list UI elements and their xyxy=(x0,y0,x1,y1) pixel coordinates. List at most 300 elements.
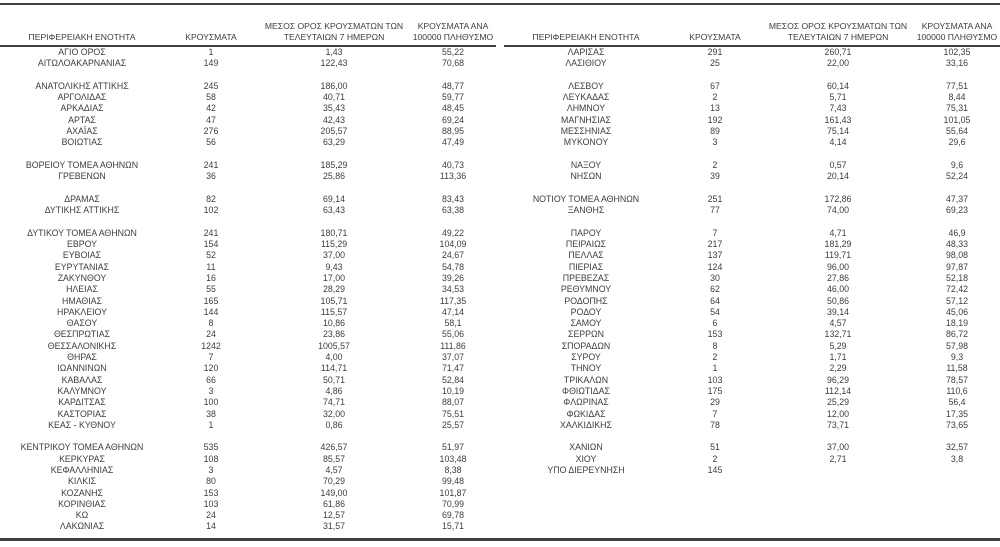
cases-cell: 1 xyxy=(712,363,718,374)
cases-cell: 192 xyxy=(707,114,723,125)
region-name-cell: ΖΑΚΥΝΘΟΥ xyxy=(57,272,107,283)
per100k-cell: 110,6 xyxy=(946,385,968,396)
per100k-cell: 37,07 xyxy=(441,352,464,363)
cases-cell: 25 xyxy=(710,58,720,69)
per100k-cell: 117,35 xyxy=(439,295,467,306)
table-row xyxy=(504,137,1000,148)
per100k-cell: 72,42 xyxy=(945,284,968,295)
table-row xyxy=(504,239,1000,250)
region-name-cell: ΕΒΡΟΥ xyxy=(66,239,98,250)
region-name-cell: ΑΓΙΟ ΟΡΟΣ xyxy=(58,47,106,57)
cases-cell: 100 xyxy=(203,397,219,408)
cases-cell: 67 xyxy=(710,80,720,91)
per100k-cell: 88,95 xyxy=(441,126,464,137)
per100k-cell: 29,6 xyxy=(948,137,966,148)
avg7-cell: 50,71 xyxy=(322,374,345,385)
region-name-cell: ΚΟΖΑΝΗΣ xyxy=(61,487,103,498)
table-row xyxy=(0,499,496,510)
region-name-cell: ΡΟΔΟΥ xyxy=(570,306,602,317)
cases-cell: 8 xyxy=(208,318,214,329)
cases-cell: 52 xyxy=(206,250,216,261)
right-table-panel xyxy=(504,5,1000,533)
per100k-cell: 98,08 xyxy=(945,250,968,261)
table-row xyxy=(0,160,496,171)
table-row xyxy=(0,126,496,137)
avg7-cell: 1,43 xyxy=(325,47,343,57)
table-row xyxy=(0,318,496,329)
spacer-row xyxy=(0,216,496,227)
per100k-cell: 48,33 xyxy=(945,239,968,250)
table-row xyxy=(504,171,1000,182)
avg7-cell: 39,14 xyxy=(826,306,849,317)
table-row xyxy=(504,296,1000,307)
avg7-cell: 28,29 xyxy=(322,284,345,295)
header-row xyxy=(0,5,496,46)
table-row xyxy=(0,250,496,261)
avg7-cell: 4,71 xyxy=(829,227,847,238)
per100k-cell: 55,64 xyxy=(945,126,968,137)
table-row xyxy=(504,442,1000,453)
region-name-cell: ΜΕΣΣΗΝΙΑΣ xyxy=(560,126,612,137)
table-row xyxy=(504,103,1000,114)
table-row xyxy=(504,363,1000,374)
cases-cell: 2 xyxy=(712,453,718,464)
cases-cell: 108 xyxy=(203,453,219,464)
region-name-cell: ΚΑΡΔΙΤΣΑΣ xyxy=(58,397,106,408)
table-row xyxy=(504,92,1000,103)
per100k-cell: 70,99 xyxy=(441,498,464,509)
region-name-cell: ΗΛΕΙΑΣ xyxy=(66,284,98,295)
cases-cell: 217 xyxy=(707,239,723,250)
per100k-cell: 3,8 xyxy=(950,453,964,464)
cases-cell: 7 xyxy=(208,352,214,363)
region-name-cell: ΦΛΩΡΙΝΑΣ xyxy=(563,397,609,408)
region-name-cell: ΚΑΣΤΟΡΙΑΣ xyxy=(57,408,107,419)
avg7-cell: 205,57 xyxy=(320,126,348,137)
cases-cell: 144 xyxy=(203,306,219,317)
bottom-rule xyxy=(0,538,1000,541)
cases-cell: 3 xyxy=(208,385,214,396)
table-row xyxy=(504,284,1000,295)
regions-table-left xyxy=(0,5,496,533)
per100k-cell: 47,14 xyxy=(441,306,464,317)
avg7-cell xyxy=(762,465,914,476)
cases-cell: 3 xyxy=(208,464,214,475)
cases-cell: 51 xyxy=(710,442,720,453)
avg7-cell: 63,43 xyxy=(322,205,345,216)
cases-cell: 120 xyxy=(203,363,219,374)
per100k-cell: 46,9 xyxy=(948,227,966,238)
table-row xyxy=(0,58,496,69)
cases-cell: 77 xyxy=(710,205,720,216)
region-name-cell: ΜΥΚΟΝΟΥ xyxy=(563,137,609,148)
table-row xyxy=(0,262,496,273)
table-row xyxy=(504,126,1000,137)
per100k-cell: 59,77 xyxy=(441,92,464,103)
avg7-cell: 61,86 xyxy=(322,498,345,509)
per100k-cell: 51,97 xyxy=(441,442,464,453)
cases-cell: 7 xyxy=(712,227,718,238)
per100k-cell: 101,87 xyxy=(439,487,467,498)
spacer-cell xyxy=(504,476,1000,487)
table-row xyxy=(504,454,1000,465)
per100k-cell: 77,51 xyxy=(945,80,968,91)
per100k-cell: 102,35 xyxy=(943,47,971,57)
region-name-cell: ΔΥΤΙΚΟΥ ΤΟΜΕΑ ΑΘΗΝΩΝ xyxy=(27,227,137,238)
avg7-cell: 4,86 xyxy=(325,385,343,396)
cases-cell: 66 xyxy=(206,374,216,385)
avg7-cell: 0,57 xyxy=(829,159,847,170)
table-row xyxy=(0,465,496,476)
table-row xyxy=(0,103,496,114)
per100k-cell: 8,38 xyxy=(444,464,462,475)
table-row xyxy=(504,318,1000,329)
col-header-per100k: ΚΡΟΥΣΜΑΤΑ ΑΝΑ 100000 ΠΛΗΘΥΣΜΟ xyxy=(410,5,496,46)
spacer-cell xyxy=(0,149,496,160)
per100k-cell: 52,84 xyxy=(441,374,464,385)
table-row xyxy=(504,273,1000,284)
region-name-cell: ΛΗΜΝΟΥ xyxy=(566,103,606,114)
right-table-header xyxy=(504,5,1000,46)
region-name-cell: ΦΩΚΙΔΑΣ xyxy=(566,408,606,419)
per100k-cell: 48,45 xyxy=(441,103,464,114)
avg7-cell: 5,71 xyxy=(829,92,847,103)
region-name-cell: ΦΘΙΩΤΙΔΑΣ xyxy=(562,385,610,396)
avg7-cell: 1005,57 xyxy=(318,340,350,351)
region-name-cell: ΘΑΣΟΥ xyxy=(66,318,98,329)
cases-cell: 124 xyxy=(707,261,723,272)
table-row xyxy=(0,329,496,340)
table-row xyxy=(0,92,496,103)
spacer-cell xyxy=(504,521,1000,532)
table-row xyxy=(504,307,1000,318)
table-row xyxy=(504,409,1000,420)
cases-cell: 1 xyxy=(208,419,214,430)
spacer-row xyxy=(504,183,1000,194)
spacer-cell xyxy=(504,499,1000,510)
spacer-cell xyxy=(504,70,1000,81)
region-name-cell: ΠΙΕΡΙΑΣ xyxy=(568,261,604,272)
avg7-cell: 63,29 xyxy=(322,137,345,148)
spacer-row xyxy=(504,521,1000,532)
region-name-cell: ΛΑΡΙΣΑΣ xyxy=(567,47,605,57)
avg7-cell: 69,14 xyxy=(322,193,345,204)
region-name-cell: ΑΙΤΩΛΟΑΚΑΡΝΑΝΙΑΣ xyxy=(37,58,127,69)
per100k-cell: 33,16 xyxy=(945,58,968,69)
per100k-cell: 49,22 xyxy=(441,227,464,238)
region-name-cell: ΚΕΦΑΛΛΗΝΙΑΣ xyxy=(50,464,114,475)
region-name-cell: ΝΗΣΩΝ xyxy=(570,171,602,182)
per100k-cell: 69,23 xyxy=(945,205,968,216)
cases-cell: 16 xyxy=(206,272,216,283)
region-name-cell: ΚΟΡΙΝΘΙΑΣ xyxy=(58,498,106,509)
spacer-cell xyxy=(0,183,496,194)
spacer-cell xyxy=(504,510,1000,521)
avg7-cell: 85,57 xyxy=(322,453,345,464)
spacer-row xyxy=(504,149,1000,160)
per100k-cell: 78,57 xyxy=(945,374,968,385)
region-name-cell: ΑΝΑΤΟΛΙΚΗΣ ΑΤΤΙΚΗΣ xyxy=(35,80,129,91)
col-header-per100k: ΚΡΟΥΣΜΑΤΑ ΑΝΑ 100000 ΠΛΗΘΥΣΜΟ xyxy=(914,5,1000,46)
table-row xyxy=(504,386,1000,397)
header-row xyxy=(504,5,1000,46)
region-name-cell: ΚΙΛΚΙΣ xyxy=(68,476,96,487)
avg7-cell: 70,29 xyxy=(322,476,345,487)
cases-cell: 103 xyxy=(707,374,723,385)
spacer-row xyxy=(0,431,496,442)
cases-cell: 82 xyxy=(206,193,216,204)
region-name-cell: ΤΗΝΟΥ xyxy=(570,363,602,374)
table-row xyxy=(504,420,1000,431)
table-row xyxy=(0,194,496,205)
per100k-cell: 113,36 xyxy=(439,171,467,182)
region-name-cell: ΓΡΕΒΕΝΩΝ xyxy=(58,171,106,182)
cases-cell: 1 xyxy=(208,47,214,57)
spacer-row xyxy=(0,183,496,194)
per100k-cell: 69,78 xyxy=(441,510,464,521)
table-row xyxy=(0,115,496,126)
table-row xyxy=(504,250,1000,261)
table-row xyxy=(504,228,1000,239)
cases-cell: 64 xyxy=(710,295,720,306)
region-name-cell: ΞΑΝΘΗΣ xyxy=(567,205,605,216)
region-name-cell: ΜΑΓΝΗΣΙΑΣ xyxy=(561,114,611,125)
region-name-cell: ΧΑΝΙΩΝ xyxy=(569,442,603,453)
cases-cell: 62 xyxy=(710,284,720,295)
cases-cell: 7 xyxy=(712,408,718,419)
table-row xyxy=(504,397,1000,408)
cases-cell: 241 xyxy=(203,159,219,170)
cases-cell: 251 xyxy=(707,193,723,204)
table-row xyxy=(0,171,496,182)
avg7-cell: 31,57 xyxy=(322,521,345,532)
region-name-cell: ΘΗΡΑΣ xyxy=(67,352,97,363)
table-row xyxy=(0,284,496,295)
per100k-cell: 47,49 xyxy=(441,137,464,148)
table-row xyxy=(504,115,1000,126)
avg7-cell: 186,00 xyxy=(320,80,348,91)
region-name-cell: ΛΕΥΚΑΔΑΣ xyxy=(562,92,610,103)
avg7-cell: 42,43 xyxy=(322,114,345,125)
per100k-cell: 52,18 xyxy=(945,272,968,283)
per100k-cell: 40,73 xyxy=(441,159,464,170)
avg7-cell: 60,14 xyxy=(826,80,849,91)
table-row xyxy=(504,58,1000,69)
region-name-cell: ΧΙΟΥ xyxy=(575,453,597,464)
table-row xyxy=(0,442,496,453)
avg7-cell: 105,71 xyxy=(320,295,348,306)
avg7-cell: 40,71 xyxy=(322,92,345,103)
per100k-cell: 75,51 xyxy=(441,408,464,419)
table-row xyxy=(504,262,1000,273)
avg7-cell: 4,00 xyxy=(325,352,343,363)
region-name-cell: ΙΩΑΝΝΙΝΩΝ xyxy=(57,363,107,374)
cases-cell: 103 xyxy=(203,498,219,509)
per100k-cell: 75,31 xyxy=(945,103,968,114)
spacer-row xyxy=(504,499,1000,510)
avg7-cell: 2,29 xyxy=(829,363,847,374)
avg7-cell: 10,86 xyxy=(322,318,345,329)
table-row xyxy=(0,239,496,250)
region-name-cell: ΚΕΝΤΡΙΚΟΥ ΤΟΜΕΑ ΑΘΗΝΩΝ xyxy=(20,442,144,453)
avg7-cell: 9,43 xyxy=(325,261,343,272)
table-row xyxy=(0,205,496,216)
table-row xyxy=(0,81,496,92)
cases-cell: 175 xyxy=(707,385,723,396)
cases-cell: 535 xyxy=(203,442,219,453)
cases-cell: 13 xyxy=(710,103,720,114)
cases-cell: 89 xyxy=(710,126,720,137)
cases-cell: 47 xyxy=(206,114,216,125)
table-row xyxy=(0,521,496,532)
table-row xyxy=(0,420,496,431)
cases-cell: 24 xyxy=(206,510,216,521)
per100k-cell: 88,07 xyxy=(441,397,464,408)
avg7-cell: 46,00 xyxy=(826,284,849,295)
cases-cell: 30 xyxy=(710,272,720,283)
cases-cell: 1242 xyxy=(201,340,221,351)
region-name-cell: ΑΡΤΑΣ xyxy=(68,114,96,125)
cases-cell: 14 xyxy=(206,521,216,532)
per100k-cell: 57,12 xyxy=(945,295,968,306)
avg7-cell: 96,29 xyxy=(826,374,849,385)
avg7-cell: 180,71 xyxy=(320,227,348,238)
avg7-cell: 4,57 xyxy=(829,318,847,329)
cases-cell: 145 xyxy=(707,464,723,475)
per100k-cell: 104,09 xyxy=(439,239,467,250)
avg7-cell: 0,86 xyxy=(325,419,343,430)
left-table-body xyxy=(0,46,496,533)
per100k-cell xyxy=(914,465,1000,476)
avg7-cell: 4,14 xyxy=(829,137,847,148)
per100k-cell: 86,72 xyxy=(945,329,968,340)
cases-cell: 137 xyxy=(707,250,723,261)
cases-cell: 8 xyxy=(712,340,718,351)
avg7-cell: 5,29 xyxy=(829,340,847,351)
spacer-cell xyxy=(0,70,496,81)
region-name-cell: ΑΡΚΑΔΙΑΣ xyxy=(60,103,104,114)
left-table-panel xyxy=(0,5,496,533)
table-row xyxy=(0,137,496,148)
spacer-cell xyxy=(504,183,1000,194)
table-row xyxy=(504,329,1000,340)
region-name-cell: ΥΠΟ ΔΙΕΡΕΥΝΗΣΗ xyxy=(547,464,625,475)
avg7-cell: 37,00 xyxy=(826,442,849,453)
per100k-cell: 34,53 xyxy=(441,284,464,295)
cases-cell: 39 xyxy=(710,171,720,182)
region-name-cell: ΣΑΜΟΥ xyxy=(570,318,602,329)
per100k-cell: 57,98 xyxy=(945,340,968,351)
region-name-cell: ΒΟΡΕΙΟΥ ΤΟΜΕΑ ΑΘΗΝΩΝ xyxy=(25,159,139,170)
region-name-cell: ΘΕΣΠΡΩΤΙΑΣ xyxy=(53,329,111,340)
spacer-row xyxy=(0,149,496,160)
avg7-cell: 185,29 xyxy=(320,159,348,170)
spacer-cell xyxy=(504,216,1000,227)
per100k-cell: 54,78 xyxy=(441,261,464,272)
per100k-cell: 47,37 xyxy=(945,193,968,204)
per100k-cell: 69,24 xyxy=(441,114,464,125)
per100k-cell: 83,43 xyxy=(441,193,464,204)
cases-cell: 29 xyxy=(710,397,720,408)
per100k-cell: 8,44 xyxy=(948,92,966,103)
cases-cell: 6 xyxy=(712,318,718,329)
cases-cell: 54 xyxy=(710,306,720,317)
region-name-cell: ΑΡΓΟΛΙΔΑΣ xyxy=(57,92,107,103)
region-name-cell: ΔΡΑΜΑΣ xyxy=(64,193,100,204)
spacer-cell xyxy=(504,488,1000,499)
col-header-cases: ΚΡΟΥΣΜΑΤΑ xyxy=(668,5,762,46)
region-name-cell: ΚΑΒΑΛΑΣ xyxy=(61,374,103,385)
region-name-cell: ΕΥΒΟΙΑΣ xyxy=(62,250,102,261)
avg7-cell: 4,57 xyxy=(325,464,343,475)
table-row xyxy=(0,488,496,499)
region-name-cell: ΚΑΛΥΜΝΟΥ xyxy=(57,385,107,396)
region-name-cell: ΕΥΡΥΤΑΝΙΑΣ xyxy=(54,261,110,272)
region-name-cell: ΧΑΛΚΙΔΙΚΗΣ xyxy=(560,419,612,430)
avg7-cell: 20,14 xyxy=(826,171,849,182)
cases-cell: 55 xyxy=(206,284,216,295)
avg7-cell: 37,00 xyxy=(322,250,345,261)
left-table-header xyxy=(0,5,496,46)
region-name-cell: ΤΡΙΚΑΛΩΝ xyxy=(563,374,609,385)
region-name-cell: ΒΟΙΩΤΙΑΣ xyxy=(61,137,103,148)
region-name-cell: ΗΡΑΚΛΕΙΟΥ xyxy=(57,306,107,317)
table-row xyxy=(0,476,496,487)
table-row xyxy=(504,205,1000,216)
table-row xyxy=(504,81,1000,92)
avg7-cell: 260,71 xyxy=(824,47,852,57)
avg7-cell: 114,71 xyxy=(320,363,348,374)
avg7-cell: 12,57 xyxy=(322,510,345,521)
table-row xyxy=(0,296,496,307)
table-row xyxy=(0,341,496,352)
region-name-cell: ΝΑΞΟΥ xyxy=(570,159,602,170)
cases-cell: 165 xyxy=(203,295,219,306)
avg7-cell: 74,71 xyxy=(322,397,345,408)
region-name-cell: ΚΕΡΚΥΡΑΣ xyxy=(59,453,105,464)
cases-cell: 102 xyxy=(203,205,219,216)
table-row xyxy=(0,409,496,420)
cases-cell: 245 xyxy=(203,80,219,91)
table-row xyxy=(0,386,496,397)
region-name-cell: ΛΑΣΙΘΙΟΥ xyxy=(565,58,607,69)
per100k-cell: 63,38 xyxy=(441,205,464,216)
table-row xyxy=(0,307,496,318)
cases-cell: 3 xyxy=(712,137,718,148)
spacer-row xyxy=(504,431,1000,442)
per100k-cell: 32,57 xyxy=(945,442,968,453)
table-row xyxy=(504,341,1000,352)
cases-cell: 78 xyxy=(710,419,720,430)
table-row xyxy=(504,46,1000,58)
region-name-cell: ΔΥΤΙΚΗΣ ΑΤΤΙΚΗΣ xyxy=(44,205,120,216)
cases-cell: 58 xyxy=(206,92,216,103)
avg7-cell: 122,43 xyxy=(320,58,348,69)
avg7-cell: 161,43 xyxy=(824,114,852,125)
per100k-cell: 9,6 xyxy=(950,159,964,170)
cases-cell: 11 xyxy=(206,261,216,272)
cases-cell: 24 xyxy=(206,329,216,340)
cases-cell: 42 xyxy=(206,103,216,114)
per100k-cell: 73,65 xyxy=(945,419,968,430)
table-row xyxy=(0,273,496,284)
cases-cell: 36 xyxy=(206,171,216,182)
cases-cell: 2 xyxy=(712,92,718,103)
region-name-cell: ΠΡΕΒΕΖΑΣ xyxy=(562,272,610,283)
per100k-cell: 24,67 xyxy=(441,250,464,261)
region-name-cell: ΛΑΚΩΝΙΑΣ xyxy=(59,521,105,532)
spacer-cell xyxy=(0,216,496,227)
